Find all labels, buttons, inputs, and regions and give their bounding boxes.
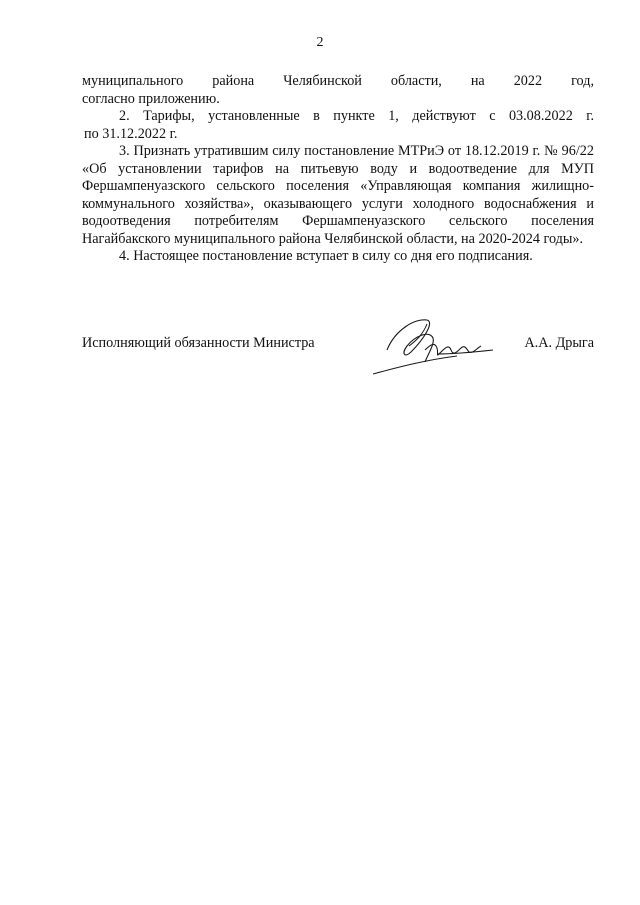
document-body [82, 73, 594, 266]
paragraph-4: 4. Настоящее постановление вступает в силу со дня его подписания. [119, 248, 533, 264]
paragraph-1-line-2: согласно приложению. [82, 90, 220, 107]
signer-title: Исполняющий обязанности Министра [82, 335, 315, 351]
page-number: 2 [316, 35, 324, 50]
paragraph-2-line-2: по 31.12.2022 г. [84, 125, 178, 142]
paragraph-1-line-1: муниципального района Челябинской области, на 2022 год, [82, 73, 594, 89]
handwritten-signature [365, 310, 505, 382]
paragraph-2-line-1: 2. Тарифы, установленные в пункте 1, действуют с 03.08.2022 г. [119, 108, 594, 124]
signature-block [82, 310, 594, 382]
paragraph-3: 3. Признать утратившим силу постановление МТРиЭ от 18.12.2019 г. № 96/22 «Об установлении тарифов на питьевую воду и водоотведение для МУП Фершампенуазского сельского поселения «Управляющая компания жилищно-коммунального хозяйства», оказывающего услуги холодного водоснабжения и водоотведения потребителям Фершампенуазского сельского поселения Нагайбакского муниципального района Челябинской области, на 2020-2024 годы». [82, 143, 594, 247]
signer-name: А.А. Дрыга [524, 335, 594, 351]
